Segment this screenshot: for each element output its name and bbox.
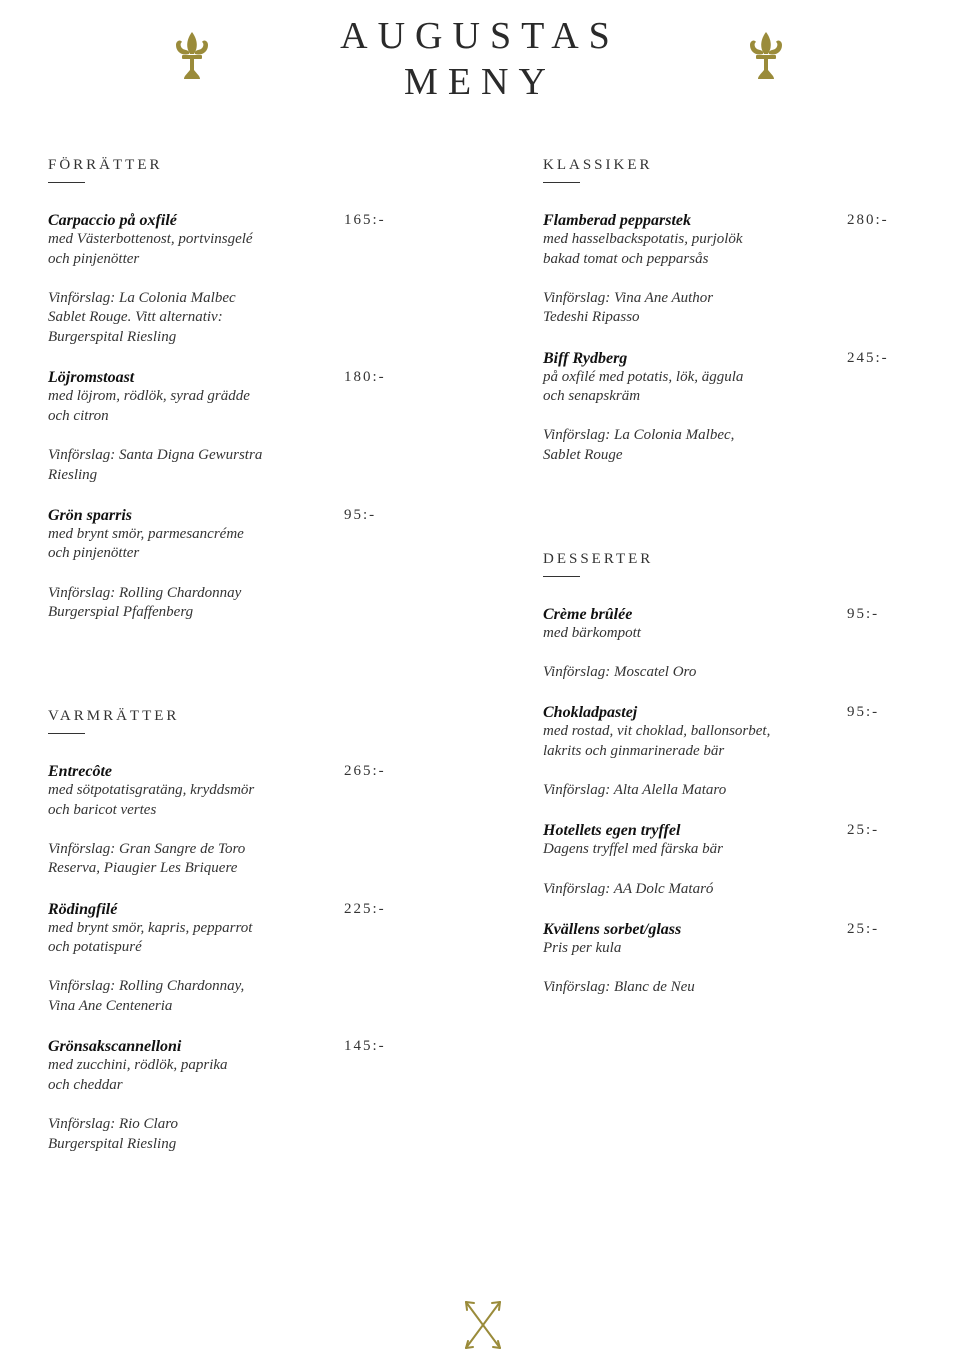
dish-price: 165:-: [344, 212, 386, 228]
section-divider: [543, 576, 580, 577]
wine-suggestion: Vinförslag: Moscatel Oro: [543, 664, 697, 681]
wine-suggestion: Vinförslag: La Colonia Malbec Sablet Rouge. Vitt alternativ: Burgerspital Riesling: [48, 289, 236, 345]
section-title: DESSERTER: [543, 551, 654, 567]
dish-price: 145:-: [344, 1038, 386, 1055]
dish-name: Crème brûlée: [543, 606, 633, 623]
wine-suggestion: Vinförslag: Rolling Chardonnay Burgerspial Pfaffenberg: [48, 584, 242, 621]
section-desserter: [543, 549, 883, 998]
menu-item: [48, 367, 388, 485]
dish-name: Grön sparris: [48, 506, 133, 524]
wine-suggestion: Vinförslag: Rio Claro Burgerspital Riesling: [48, 1115, 179, 1152]
section-divider: [48, 182, 85, 183]
dish-price: 225:-: [344, 900, 386, 917]
section-divider: [543, 182, 580, 183]
dish-price: 280:-: [847, 212, 889, 228]
dish-price: 25:-: [847, 920, 880, 937]
section-forratter: [48, 155, 388, 623]
menu-item: [543, 348, 889, 466]
dish-description: med brynt smör, kapris, pepparrot och potatispuré: [48, 919, 253, 956]
dish-name: Grönsakscannelloni: [48, 1038, 182, 1056]
dish-name: Löjromstoast: [48, 369, 135, 387]
dish-name: Chokladpastej: [543, 704, 638, 722]
dish-description: Dagens tryffel med färska bär: [543, 841, 723, 858]
fleur-de-lis-icon: [746, 30, 786, 82]
dish-description: på oxfilé med potatis, lök, äggula och senapskräm: [543, 368, 744, 405]
section-divider: [48, 733, 85, 734]
wine-suggestion: Vinförslag: La Colonia Malbec, Sablet Rouge: [543, 427, 735, 463]
dish-description: med hasselbackspotatis, purjolök bakad tomat och pepparsås: [543, 231, 743, 267]
crossed-arrows-icon: [462, 1298, 504, 1352]
wine-suggestion: Vinförslag: Rolling Chardonnay, Vina Ane Centeneria: [48, 978, 245, 1014]
dish-name: Rödingfilé: [48, 900, 118, 918]
menu-item: [543, 820, 883, 899]
dish-description: med löjrom, rödlök, syrad grädde och citron: [48, 388, 250, 424]
wine-suggestion: Vinförslag: Vina Ane Author Tedeshi Ripasso: [543, 289, 714, 326]
wine-suggestion: Vinförslag: Santa Digna Gewurstra Riesling: [48, 446, 263, 483]
dish-price: 95:-: [847, 606, 880, 622]
section-title: VARMRÄTTER: [48, 708, 180, 724]
dish-name: Kvällens sorbet/glass: [543, 920, 682, 938]
menu-item: [48, 1036, 388, 1154]
dish-name: Hotellets egen tryffel: [543, 822, 681, 840]
menu-item: [543, 702, 883, 800]
dish-price: 95:-: [847, 704, 880, 721]
dish-description: med brynt smör, parmesancréme och pinjenötter: [48, 525, 244, 562]
dish-price: 265:-: [344, 763, 386, 779]
dish-description: med sötpotatisgratäng, kryddsmör och baricot vertes: [48, 782, 255, 818]
section-varmratter: [48, 706, 388, 1154]
wine-suggestion: Vinförslag: Gran Sangre de Toro Reserva, Piaugier Les Briquere: [48, 840, 246, 877]
dish-price: 25:-: [847, 822, 880, 839]
menu-item: [48, 899, 388, 1017]
dish-price: 180:-: [344, 369, 386, 386]
dish-name: Flamberad pepparstek: [543, 212, 691, 229]
dish-description: med zucchini, rödlök, paprika och cheddar: [48, 1057, 228, 1093]
menu-title-line2: MENY: [404, 61, 556, 103]
dish-name: Entrecôte: [48, 763, 112, 780]
menu-item: [48, 210, 388, 348]
menu-item: [48, 761, 388, 879]
menu-item: [543, 604, 883, 683]
dish-price: 95:-: [344, 506, 377, 523]
section-klassiker: [543, 155, 889, 466]
dish-name: Carpaccio på oxfilé: [48, 212, 177, 229]
section-title: KLASSIKER: [543, 157, 653, 173]
dish-description: Pris per kula: [543, 939, 622, 956]
wine-suggestion: Vinförslag: Alta Alella Mataro: [543, 782, 727, 799]
menu-item: [48, 505, 388, 623]
wine-suggestion: Vinförslag: AA Dolc Mataró: [543, 880, 714, 897]
dish-price: 245:-: [847, 349, 889, 366]
fleur-de-lis-icon: [172, 30, 212, 82]
dish-name: Biff Rydberg: [543, 349, 628, 367]
wine-suggestion: Vinförslag: Blanc de Neu: [543, 978, 695, 995]
menu-title-line1: AUGUSTAS: [340, 15, 620, 57]
section-title: FÖRRÄTTER: [48, 157, 163, 173]
dish-description: med rostad, vit choklad, ballonsorbet, lakrits och ginmarinerade bär: [543, 723, 771, 759]
dish-description: med bärkompott: [543, 625, 641, 641]
menu-item: [543, 919, 883, 998]
dish-description: med Västerbottenost, portvinsgelé och pinjenötter: [48, 231, 253, 267]
menu-item: [543, 210, 889, 328]
